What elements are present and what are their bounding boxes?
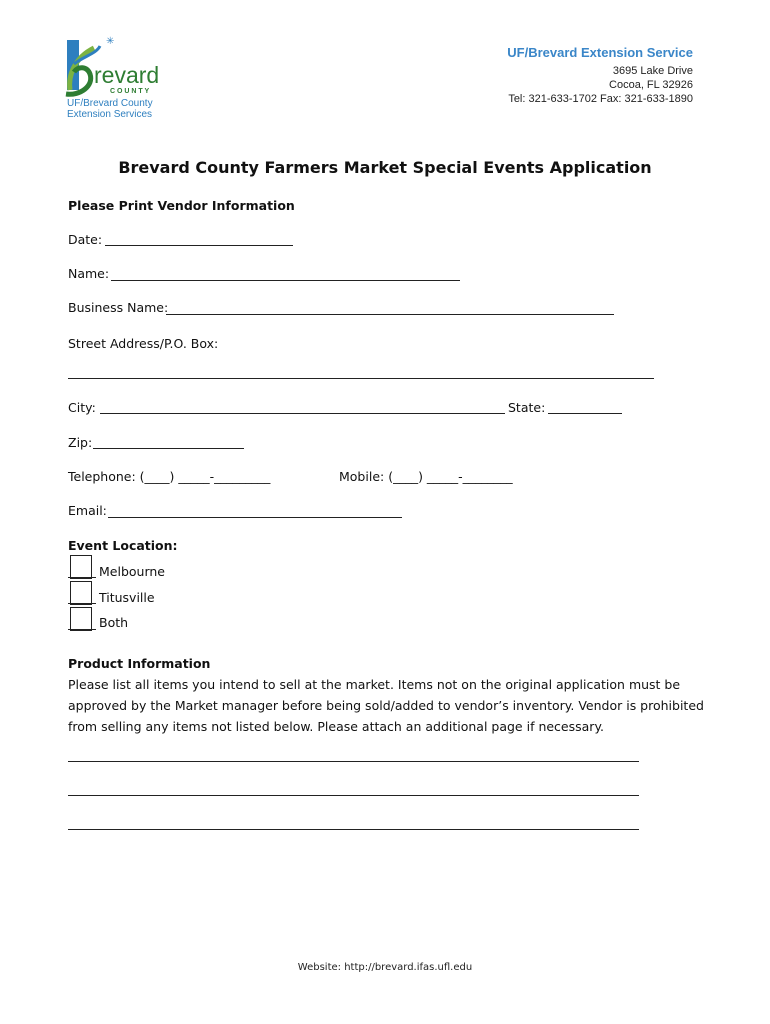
- product-line-2[interactable]: [68, 795, 639, 796]
- address-label: Street Address/P.O. Box:: [68, 336, 219, 351]
- telephone-field[interactable]: Telephone: (____) _____-_________: [68, 469, 271, 484]
- address-field[interactable]: [68, 378, 654, 379]
- zip-label: Zip:: [68, 435, 93, 450]
- email-field[interactable]: [108, 517, 402, 518]
- office-name: UF/Brevard Extension Service: [507, 45, 693, 60]
- website-footer: Website: http://brevard.ifas.ufl.edu: [297, 962, 473, 973]
- product-line-3[interactable]: [68, 829, 639, 830]
- product-instructions: [68, 674, 708, 737]
- titusville-label: Titusville: [99, 590, 155, 605]
- business-name-label: Business Name:: [68, 300, 169, 315]
- product-instructions-line-2: approved by the Market manager before being sold/added to vendor’s inventory. Vendor is prohibited: [68, 698, 704, 713]
- email-label: Email:: [68, 503, 107, 518]
- titusville-checkbox[interactable]: [70, 581, 92, 605]
- office-header: [373, 45, 693, 105]
- event-location-heading: Event Location:: [68, 538, 178, 553]
- date-label: Date:: [68, 232, 103, 247]
- melbourne-label: Melbourne: [99, 564, 165, 579]
- name-label: Name:: [68, 266, 110, 281]
- logo-subtitle-1: UF/Brevard County: [67, 98, 153, 109]
- logo-county-word: C O U N T Y: [110, 88, 150, 95]
- office-phone: Tel: 321-633-1702 Fax: 321-633-1890: [508, 93, 693, 105]
- state-field[interactable]: [548, 413, 622, 414]
- svg-text:✳: ✳: [106, 36, 115, 47]
- both-checkbox[interactable]: [70, 607, 92, 631]
- product-instructions-line-1: Please list all items you intend to sell at the market. Items not on the original application must be: [68, 677, 681, 692]
- business-name-field[interactable]: [166, 314, 614, 315]
- product-instructions-line-3: from selling any items not listed below. Please attach an additional page if necessary.: [68, 719, 605, 734]
- state-label: State:: [508, 400, 546, 415]
- product-line-1[interactable]: [68, 761, 639, 762]
- logo-subtitle-2: Extension Services: [67, 109, 153, 120]
- city-field[interactable]: [100, 413, 505, 414]
- name-field[interactable]: [111, 280, 460, 281]
- date-field[interactable]: [105, 245, 293, 246]
- city-label: City:: [68, 400, 96, 415]
- page-title: Brevard County Farmers Market Special Events Application: [118, 158, 652, 177]
- zip-field[interactable]: [93, 448, 244, 449]
- vendor-heading: Please Print Vendor Information: [68, 198, 295, 213]
- mobile-field[interactable]: Mobile: (____) _____-________: [339, 469, 513, 484]
- county-logo: [60, 36, 180, 122]
- both-label: Both: [99, 615, 129, 630]
- product-heading: Product Information: [68, 656, 211, 671]
- melbourne-underline: [68, 577, 96, 578]
- melbourne-checkbox[interactable]: [70, 555, 92, 579]
- logo-brand-word: revard: [94, 62, 160, 88]
- both-underline: [68, 629, 96, 630]
- titusville-underline: [68, 603, 96, 604]
- office-street: 3695 Lake Drive: [612, 65, 693, 77]
- office-city: Cocoa, FL 32926: [609, 79, 693, 91]
